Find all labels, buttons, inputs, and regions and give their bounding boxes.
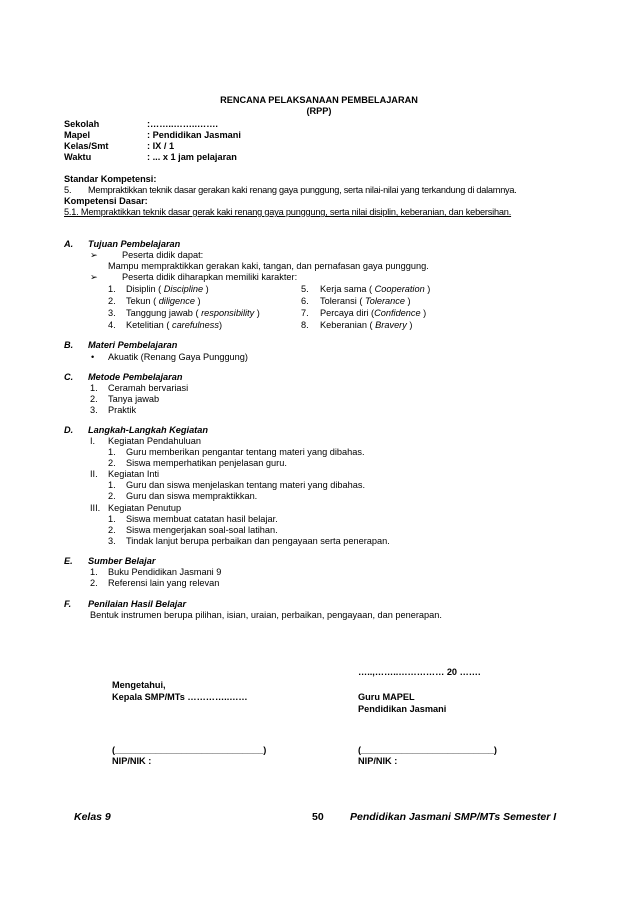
identity-value-kelas: : IX / 1	[147, 141, 175, 151]
group-num: II.	[90, 469, 98, 479]
trait-left-num: 4.	[108, 320, 116, 330]
identity-label-mapel: Mapel	[64, 130, 91, 140]
list-item-num: 1.	[108, 480, 116, 490]
identity-value-sekolah: :……..……..…….	[147, 119, 218, 129]
list-item-num: 1.	[108, 514, 116, 524]
list-item-num: 2.	[108, 525, 116, 535]
document-title: RENCANA PELAKSANAAN PEMBELAJARAN	[220, 95, 418, 105]
section-b-letter: B.	[64, 340, 74, 350]
list-item-num: 2.	[108, 458, 116, 468]
signature-right-line1: Guru MAPEL	[358, 692, 415, 702]
trait-left-num: 1.	[108, 284, 116, 294]
group-title: Kegiatan Pendahuluan	[108, 436, 201, 446]
signature-right-blank: (__________________________)	[358, 745, 497, 755]
trait-left: Ketelitian ( carefulness)	[126, 320, 223, 330]
section-c-letter: C.	[64, 372, 74, 382]
signature-right-line2: Pendidikan Jasmani	[358, 704, 447, 714]
signature-date: …..,……..…………… 20 …….	[358, 667, 481, 677]
trait-right-num: 8.	[301, 320, 309, 330]
list-item: Referensi lain yang relevan	[108, 578, 220, 588]
identity-label-waktu: Waktu	[64, 152, 92, 162]
group-title: Kegiatan Penutup	[108, 503, 182, 513]
section-a-letter: A.	[64, 239, 74, 249]
section-e-heading: Sumber Belajar	[88, 556, 156, 566]
list-item-num: 3.	[108, 536, 116, 546]
signature-left-line1: Mengetahui,	[112, 680, 166, 690]
signature-left-nip: NIP/NIK :	[112, 756, 152, 766]
identity-label-kelas: Kelas/Smt	[64, 141, 109, 151]
list-item: Ceramah bervariasi	[108, 383, 189, 393]
list-item: Siswa membuat catatan hasil belajar.	[126, 514, 278, 524]
trait-right-num: 6.	[301, 296, 309, 306]
trait-left-num: 3.	[108, 308, 116, 318]
trait-right: Percaya diri (Confidence )	[320, 308, 427, 318]
list-item: Tindak lanjut berupa perbaikan dan pengayaan serta penerapan.	[126, 536, 390, 546]
list-item-num: 1.	[90, 383, 98, 393]
signature-right-nip: NIP/NIK :	[358, 756, 398, 766]
list-item: Guru dan siswa mempraktikkan.	[126, 491, 258, 501]
trait-right: Kerja sama ( Cooperation )	[320, 284, 431, 294]
section-e-letter: E.	[64, 556, 73, 566]
list-item-num: 1.	[90, 567, 98, 577]
section-d-heading: Langkah-Langkah Kegiatan	[88, 425, 208, 435]
bullet-icon: •	[91, 352, 95, 362]
section-f-text: Bentuk instrumen berupa pilihan, isian, uraian, perbaikan, pengayaan, dan penerapan.	[90, 610, 442, 620]
standar-heading: Standar Kompetensi:	[64, 174, 157, 184]
list-item: Guru dan siswa menjelaskan tentang materi yang dibahas.	[126, 480, 366, 490]
trait-right: Toleransi ( Tolerance )	[320, 296, 411, 306]
section-f-heading: Penilaian Hasil Belajar	[88, 599, 187, 609]
document-subtitle: (RPP)	[306, 106, 332, 116]
arrow-bullet-icon: ➢	[90, 250, 98, 260]
section-d-letter: D.	[64, 425, 74, 435]
section-a-bullet1: Peserta didik dapat:	[122, 250, 204, 260]
list-item-num: 2.	[90, 394, 98, 404]
dasar-text: 5.1. Mempraktikkan teknik dasar gerak kaki renang gaya punggung, serta nilai disiplin, keberanian, dan kebersihan.	[64, 207, 512, 217]
section-b-item: Akuatik (Renang Gaya Punggung)	[108, 352, 248, 362]
signature-left-line2: Kepala SMP/MTs …………..……	[112, 692, 248, 702]
identity-label-sekolah: Sekolah	[64, 119, 100, 129]
trait-left: Tanggung jawab ( responsibility )	[126, 308, 260, 318]
standar-text: Mempraktikkan teknik dasar gerakan kaki renang gaya punggung, serta nilai-nilai yang terkandung di dalamnya.	[88, 185, 517, 195]
list-item-num: 1.	[108, 447, 116, 457]
arrow-bullet-icon: ➢	[90, 272, 98, 282]
footer-page-number: 50	[312, 811, 324, 823]
footer-left: Kelas 9	[74, 811, 111, 823]
trait-left: Tekun ( diligence )	[126, 296, 201, 306]
section-c-heading: Metode Pembelajaran	[88, 372, 183, 382]
trait-right-num: 5.	[301, 284, 309, 294]
list-item-num: 2.	[90, 578, 98, 588]
standar-num: 5.	[64, 185, 72, 195]
list-item: Buku Pendidikan Jasmani 9	[108, 567, 222, 577]
section-b-heading: Materi Pembelajaran	[88, 340, 178, 350]
group-num: III.	[90, 503, 101, 513]
identity-value-waktu: : ... x 1 jam pelajaran	[147, 152, 237, 162]
group-title: Kegiatan Inti	[108, 469, 160, 479]
section-a-heading: Tujuan Pembelajaran	[88, 239, 181, 249]
signature-left-blank: (_____________________________)	[112, 745, 267, 755]
list-item-num: 2.	[108, 491, 116, 501]
list-item: Praktik	[108, 405, 137, 415]
list-item: Tanya jawab	[108, 394, 160, 404]
list-item: Siswa mengerjakan soal-soal latihan.	[126, 525, 278, 535]
list-item: Siswa memperhatikan penjelasan guru.	[126, 458, 287, 468]
list-item: Guru memberikan pengantar tentang materi yang dibahas.	[126, 447, 365, 457]
trait-left-num: 2.	[108, 296, 116, 306]
trait-right: Keberanian ( Bravery )	[320, 320, 413, 330]
list-item-num: 3.	[90, 405, 98, 415]
group-num: I.	[90, 436, 96, 446]
trait-left: Disiplin ( Discipline )	[126, 284, 209, 294]
trait-right-num: 7.	[301, 308, 309, 318]
identity-value-mapel: : Pendidikan Jasmani	[147, 130, 241, 140]
dasar-heading: Kompetensi Dasar:	[64, 196, 148, 206]
footer-right: Pendidikan Jasmani SMP/MTs Semester I	[350, 811, 557, 823]
section-a-line2: Mampu mempraktikkan gerakan kaki, tangan, dan pernafasan gaya punggung.	[108, 261, 429, 271]
section-f-letter: F.	[64, 599, 72, 609]
section-a-bullet2: Peserta didik diharapkan memiliki karakter:	[122, 272, 298, 282]
